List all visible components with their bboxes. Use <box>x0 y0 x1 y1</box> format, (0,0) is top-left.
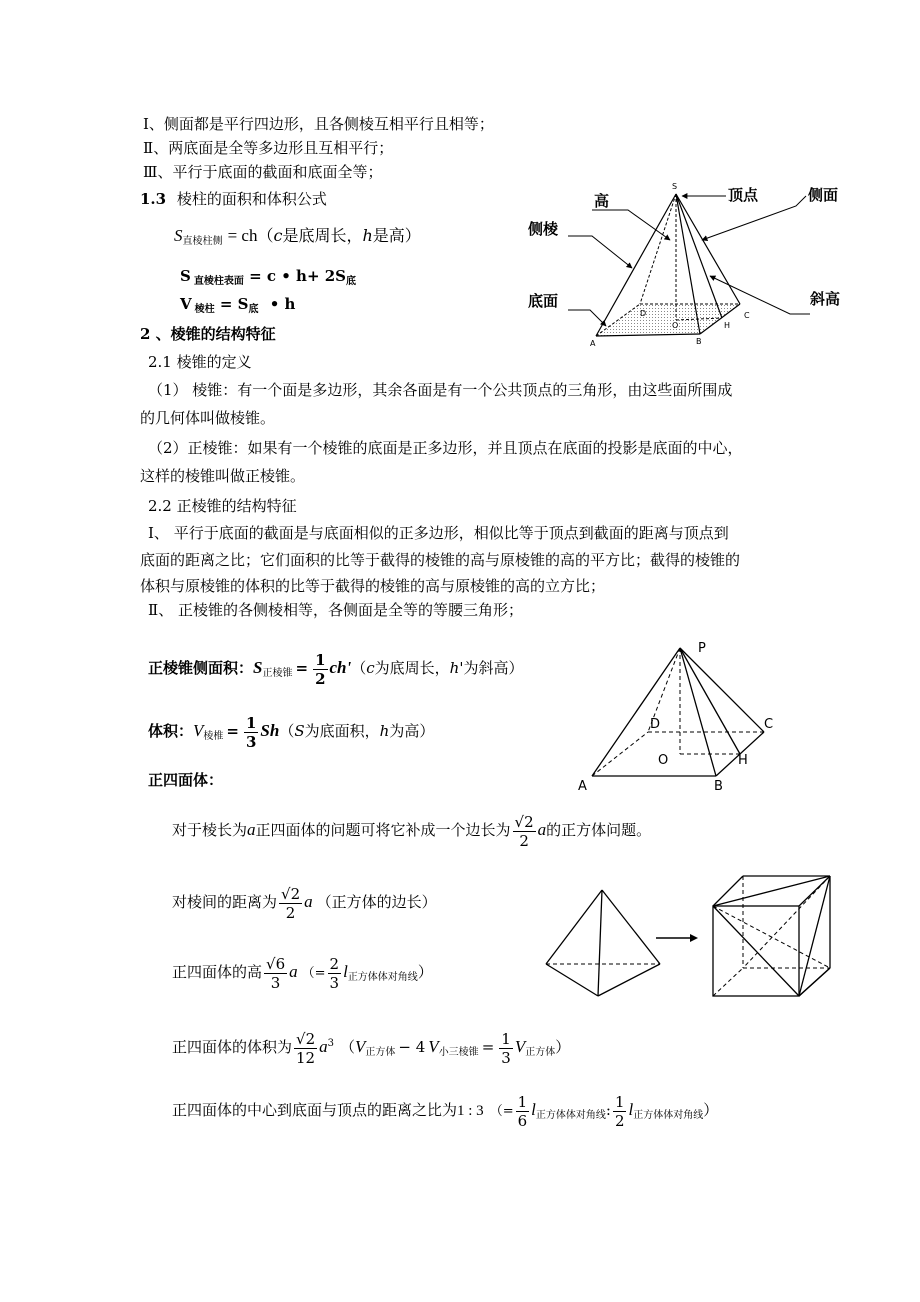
labeled-pyramid-diagram <box>520 176 860 348</box>
section-2-1-heading: 2.1 棱锥的定义 <box>148 353 252 371</box>
tetra-line-5: 正四面体的中心到底面与顶点的距离之比为1 : 3 （= $\frac{1}{6}$ $l_{正方体体对角线}$: $\frac{1}{2}$ $l_{正方体体对角线}$） <box>172 1092 719 1130</box>
formula-lateral-area: $S_{直棱柱侧} = ch(c$是底周长，h是高） <box>174 226 421 247</box>
label-height: 高 <box>594 192 610 210</box>
section-title: 棱柱的面积和体积公式 <box>176 190 327 208</box>
label-a: A <box>590 339 596 348</box>
pyramid-def-2b: 这样的棱锥叫做正棱锥。 <box>140 467 306 485</box>
label-h: H <box>724 321 731 330</box>
label-slant-height: 斜高 <box>810 290 841 308</box>
lateral-edge-pb <box>680 648 716 776</box>
prism-prop-2: Ⅱ、两底面是全等多边形且互相平行； <box>143 139 394 157</box>
pyramid-pabcd-diagram <box>572 636 792 796</box>
section-1-3-heading <box>140 189 327 209</box>
pyramid-def-2a: （2）正棱锥：如果有一个棱锥的底面是正多边形，并且顶点在底面的投影是底面的中心， <box>148 439 743 457</box>
pyramid-feature-1b: 底面的距离之比；它们面积的比等于截得的棱锥的高与原棱锥的高的平方比；截得的棱锥的 <box>140 551 741 569</box>
label-c: C <box>744 311 750 320</box>
formula-surface-area: S $_{直棱柱表面}$ = c • $h+ 2S_底$ <box>180 267 356 287</box>
label-p: P <box>698 641 706 656</box>
section-number: 1.3 <box>140 190 167 208</box>
label-d: D <box>650 717 661 732</box>
label-b: B <box>696 337 702 346</box>
cube <box>713 876 830 996</box>
label-d: D <box>640 309 647 318</box>
label-lateral-edge: 侧棱 <box>528 220 559 238</box>
slant-height-sh <box>676 194 722 318</box>
section-2-heading: 2 、棱锥的结构特征 <box>140 325 276 343</box>
pyramid-feature-1a: Ⅰ、 平行于底面的截面是与底面相似的正多边形，相似比等于顶点到截面的距离与顶点到 <box>148 524 729 542</box>
label-o: O <box>658 753 669 768</box>
edge-ad <box>592 732 648 776</box>
arrow-icon <box>656 934 698 942</box>
label-apex: 顶点 <box>728 186 759 204</box>
label-base: 底面 <box>528 292 559 310</box>
tetra-line-3: 正四面体的高 $\frac{√6}{3}$ a （= $\frac{2}{3}$ $l_{正方体体对角线}$） <box>172 954 433 992</box>
pyramid-def-1a: （1） 棱锥：有一个面是多边形，其余各面是有一个公共顶点的三角形，由这些面所围成 <box>148 381 733 399</box>
formula-pyramid-lateral-area: 正棱锥侧面积：$S_{正棱锥}$ = $\frac{1}{2}$ ch'（c为底周长，h'为斜高） <box>148 650 524 688</box>
label-h: H <box>738 753 748 768</box>
prism-prop-1: Ⅰ、侧面都是平行四边形，且各侧棱互相平行且相等； <box>143 115 494 133</box>
label-a: A <box>578 779 587 794</box>
formula-pyramid-volume: 体积：$V_{棱椎}$ = $\frac{1}{3}$ Sh（S为底面积，h为高） <box>148 713 435 751</box>
prism-prop-3: Ⅲ、平行于底面的截面和底面全等； <box>143 163 383 181</box>
label-c: C <box>764 717 774 732</box>
label-s: S <box>672 182 678 191</box>
tetrahedron <box>546 890 660 996</box>
formula-prism-volume: V $_{棱柱} = S_底$ • h <box>180 295 296 315</box>
tetra-line-2: 对棱间的距离为 $\frac{√2}{2}$ a （正方体的边长） <box>172 884 437 922</box>
label-o: O <box>672 321 679 330</box>
label-b: B <box>714 779 723 794</box>
lateral-edge-pc <box>680 648 764 732</box>
tetrahedron-in-cube-diagram <box>540 866 840 1002</box>
label-lateral-face: 侧面 <box>808 186 839 204</box>
tetra-line-4: 正四面体的体积为 $\frac{√2}{12}$ $a^3$ （$V_{正方体} - 4$ $V_{小三棱锥}$ = $\frac{1}{3}$ $V_{正方体}$） <box>172 1029 571 1067</box>
tetrahedron-heading: 正四面体： <box>148 771 224 789</box>
pyramid-def-1b: 的几何体叫做棱锥。 <box>140 409 276 427</box>
section-2-2-heading: 2.2 正棱锥的结构特征 <box>148 497 297 515</box>
pyramid-feature-1c: 体积与原棱锥的体积的比等于截得的棱锥的高与原棱锥的高的立方比； <box>140 577 606 595</box>
slant-height-ph <box>680 648 740 754</box>
pyramid-feature-2: Ⅱ、 正棱锥的各侧棱相等，各侧面是全等的等腰三角形； <box>148 601 523 619</box>
tetra-line-1: 对于棱长为a正四面体的问题可将它补成一个边长为 $\frac{√2}{2}$ a的正方体问题。 <box>172 812 652 850</box>
